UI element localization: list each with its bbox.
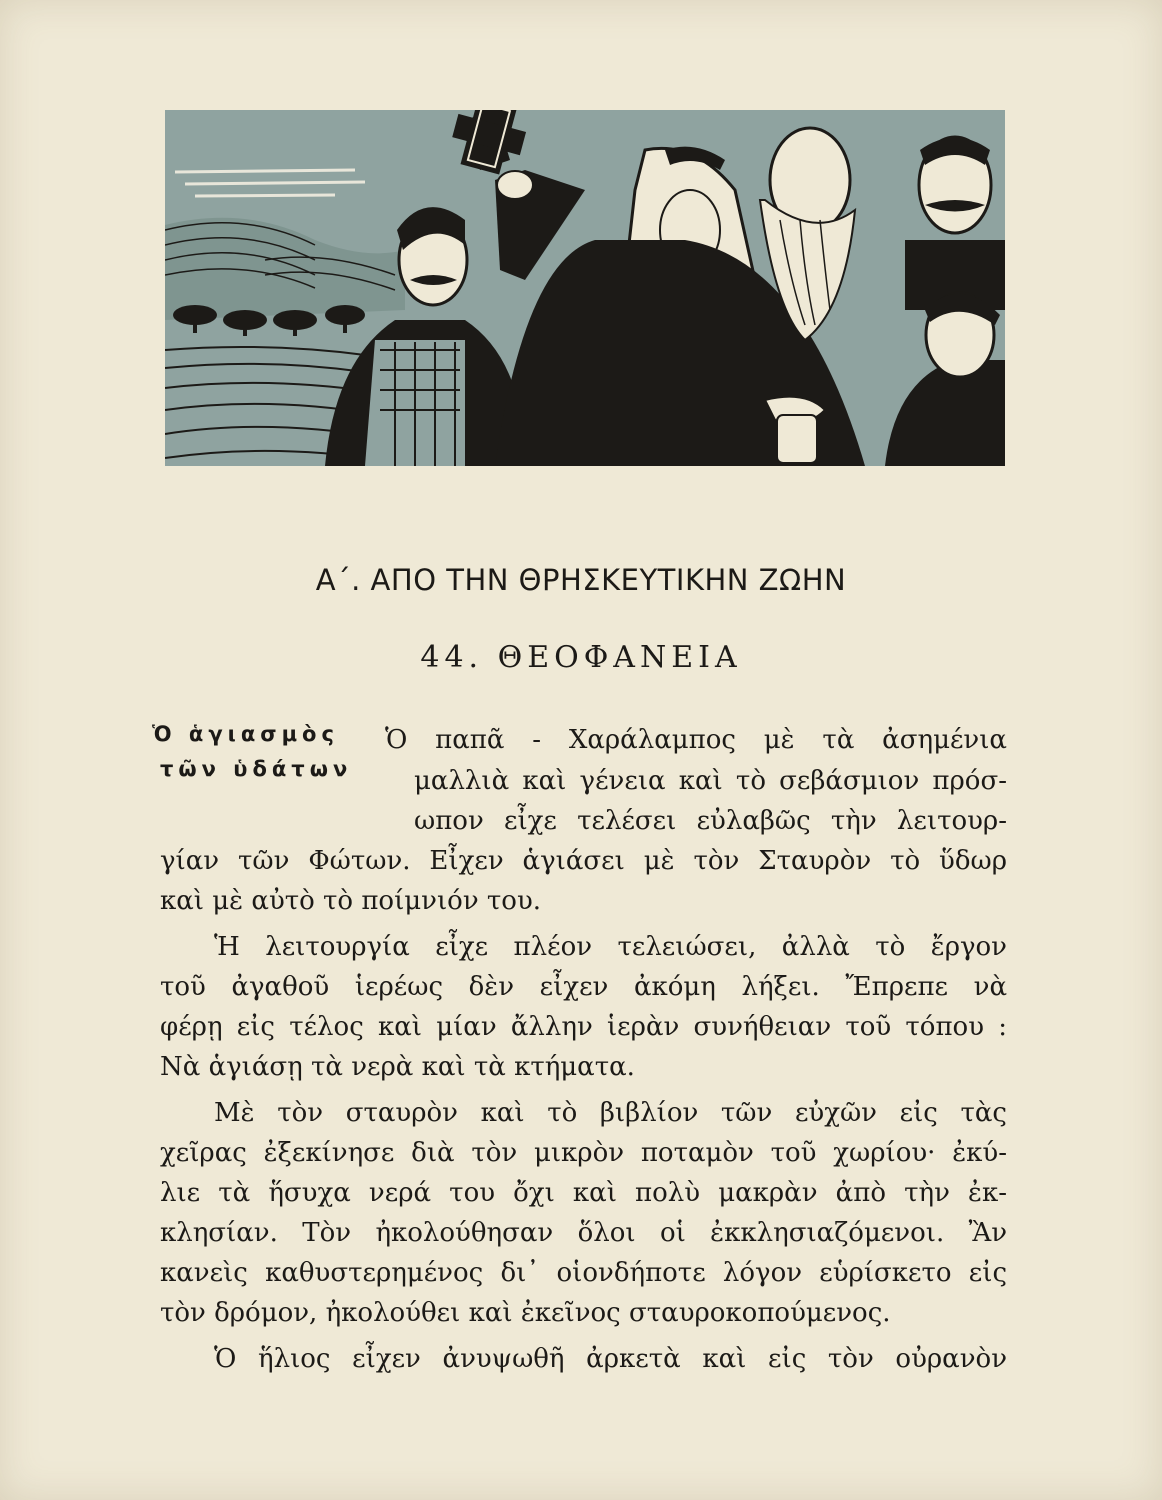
illustration-epiphany-procession [165,110,1005,466]
text-line: Ὁ ἥλιος εἶχεν ἀνυψωθῆ ἀρκετὰ καὶ εἰς τὸν οὐρανὸν [214,1344,1007,1374]
text-line: Ἡ λειτουργία εἶχε πλέον τελειώσει, ἀλλὰ τὸ ἔργον [214,932,1007,962]
text-line: Ὁ παπᾶ - Χαράλαμπος μὲ τὰ ἀσημένια [385,725,1007,755]
chapter-title: 44. ΘΕΟΦΑΝΕΙΑ [420,640,742,675]
sidenote-line: Ὁ ἁγιασμὸς [152,722,339,746]
text-line: λιε τὰ ἥσυχα νερά του ὄχι καὶ πολὺ μακρὰν ἀπὸ τὴν ἐκ- [160,1178,1007,1208]
margin-sidenote [152,717,402,787]
section-title: Α΄. ΑΠΟ ΤΗΝ ΘΡΗΣΚΕΥΤΙΚΗΝ ΖΩΗΝ [315,563,847,597]
text-line: χεῖρας ἐξεκίνησε διὰ τὸν μικρὸν ποταμὸν τοῦ χωρίου· ἐκύ- [160,1138,1007,1168]
sidenote-line: τῶν ὑδάτων [160,757,353,781]
text-line: Μὲ τὸν σταυρὸν καὶ τὸ βιβλίον τῶν εὐχῶν εἰς τὰς [214,1098,1007,1128]
text-line: κλησίαν. Τὸν ἠκολούθησαν ὅλοι οἱ ἐκκλησιαζόμενοι. Ἂν [160,1218,1007,1248]
text-line: τὸν δρόμον, ἠκολούθει καὶ ἐκεῖνος σταυροκοπούμενος. [160,1298,891,1328]
text-line: μαλλιὰ καὶ γένεια καὶ τὸ σεβάσμιον πρόσ- [414,766,1007,796]
text-line: Νὰ ἁγιάσῃ τὰ νερὰ καὶ τὰ κτήματα. [160,1052,635,1082]
text-line: καὶ μὲ αὐτὸ τὸ ποίμνιόν του. [160,886,542,916]
text-line: ωπον εἶχε τελέσει εὐλαβῶς τὴν λειτουρ- [414,806,1007,836]
text-line: τοῦ ἀγαθοῦ ἱερέως δὲν εἶχεν ἀκόμη λήξει. Ἔπρεπε νὰ [160,972,1007,1002]
text-line: κανεὶς καθυστερημένος δι᾿ οἱονδήποτε λόγον εὑρίσκετο εἰς [160,1258,1007,1288]
text-line: φέρῃ εἰς τέλος καὶ μίαν ἄλλην ἱερὰν συνήθειαν τοῦ τόπου : [160,1012,1007,1042]
text-line: γίαν τῶν Φώτων. Εἶχεν ἁγιάσει μὲ τὸν Σταυρὸν τὸ ὕδωρ [160,846,1007,876]
